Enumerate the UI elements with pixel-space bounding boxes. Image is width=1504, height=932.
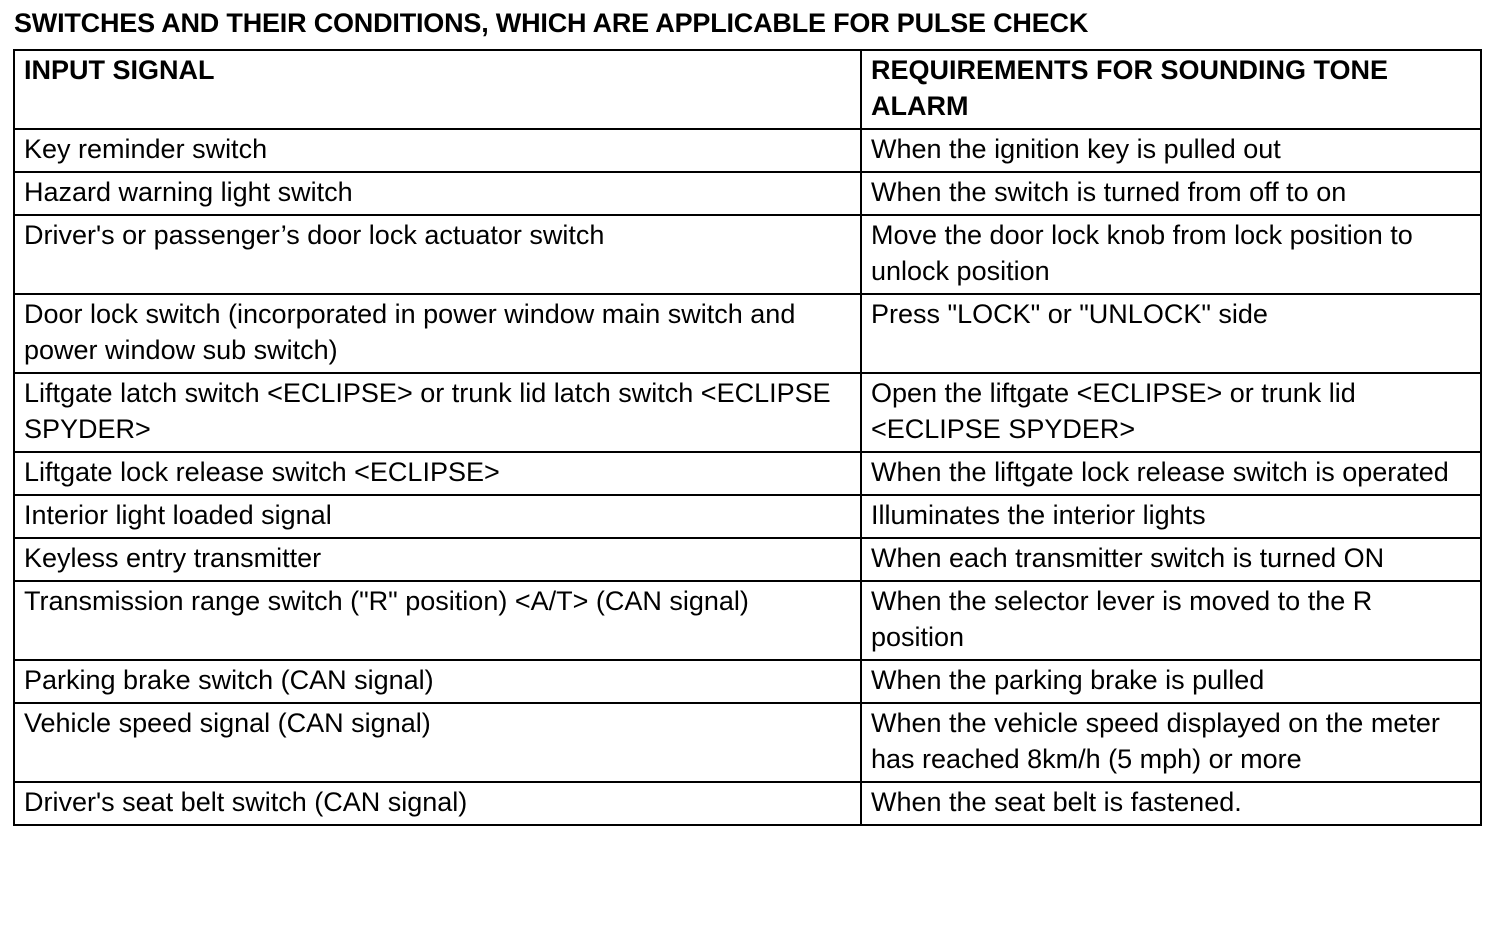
requirement-cell: Move the door lock knob from lock position to unlock position xyxy=(861,215,1481,294)
requirement-cell: When the vehicle speed displayed on the meter has reached 8km/h (5 mph) or more xyxy=(861,703,1481,782)
table-row xyxy=(14,703,1481,782)
requirement-cell: Press "LOCK" or "UNLOCK" side xyxy=(861,294,1481,373)
requirement-cell: When the parking brake is pulled xyxy=(861,660,1481,703)
switch-conditions-table xyxy=(13,49,1482,826)
requirement-cell: Open the liftgate <ECLIPSE> or trunk lid <ECLIPSE SPYDER> xyxy=(861,373,1481,452)
input-signal-cell: Parking brake switch (CAN signal) xyxy=(14,660,861,703)
table-row xyxy=(14,782,1481,825)
input-signal-cell: Hazard warning light switch xyxy=(14,172,861,215)
table-row xyxy=(14,373,1481,452)
input-signal-cell: Liftgate latch switch <ECLIPSE> or trunk lid latch switch <ECLIPSE SPYDER> xyxy=(14,373,861,452)
table-row xyxy=(14,294,1481,373)
input-signal-cell: Vehicle speed signal (CAN signal) xyxy=(14,703,861,782)
table-row xyxy=(14,129,1481,172)
input-signal-cell: Door lock switch (incorporated in power window main switch and power window sub switch) xyxy=(14,294,861,373)
requirement-cell: When each transmitter switch is turned ON xyxy=(861,538,1481,581)
table-row xyxy=(14,660,1481,703)
table-row xyxy=(14,172,1481,215)
input-signal-cell: Key reminder switch xyxy=(14,129,861,172)
table-header-row xyxy=(14,50,1481,129)
column-header-requirements: REQUIREMENTS FOR SOUNDING TONE ALARM xyxy=(861,50,1481,129)
column-header-input-signal: INPUT SIGNAL xyxy=(14,50,861,129)
requirement-cell: Illuminates the interior lights xyxy=(861,495,1481,538)
table-row xyxy=(14,581,1481,660)
table-row xyxy=(14,538,1481,581)
requirement-cell: When the liftgate lock release switch is operated xyxy=(861,452,1481,495)
input-signal-cell: Transmission range switch ("R" position) <A/T> (CAN signal) xyxy=(14,581,861,660)
requirement-cell: When the ignition key is pulled out xyxy=(861,129,1481,172)
requirement-cell: When the selector lever is moved to the R position xyxy=(861,581,1481,660)
input-signal-cell: Driver's seat belt switch (CAN signal) xyxy=(14,782,861,825)
document-title: SWITCHES AND THEIR CONDITIONS, WHICH ARE APPLICABLE FOR PULSE CHECK xyxy=(14,8,1089,38)
input-signal-cell: Driver's or passenger’s door lock actuator switch xyxy=(14,215,861,294)
requirement-cell: When the switch is turned from off to on xyxy=(861,172,1481,215)
requirement-cell: When the seat belt is fastened. xyxy=(861,782,1481,825)
input-signal-cell: Keyless entry transmitter xyxy=(14,538,861,581)
input-signal-cell: Liftgate lock release switch <ECLIPSE> xyxy=(14,452,861,495)
input-signal-cell: Interior light loaded signal xyxy=(14,495,861,538)
table-row xyxy=(14,495,1481,538)
table-row xyxy=(14,215,1481,294)
table-row xyxy=(14,452,1481,495)
